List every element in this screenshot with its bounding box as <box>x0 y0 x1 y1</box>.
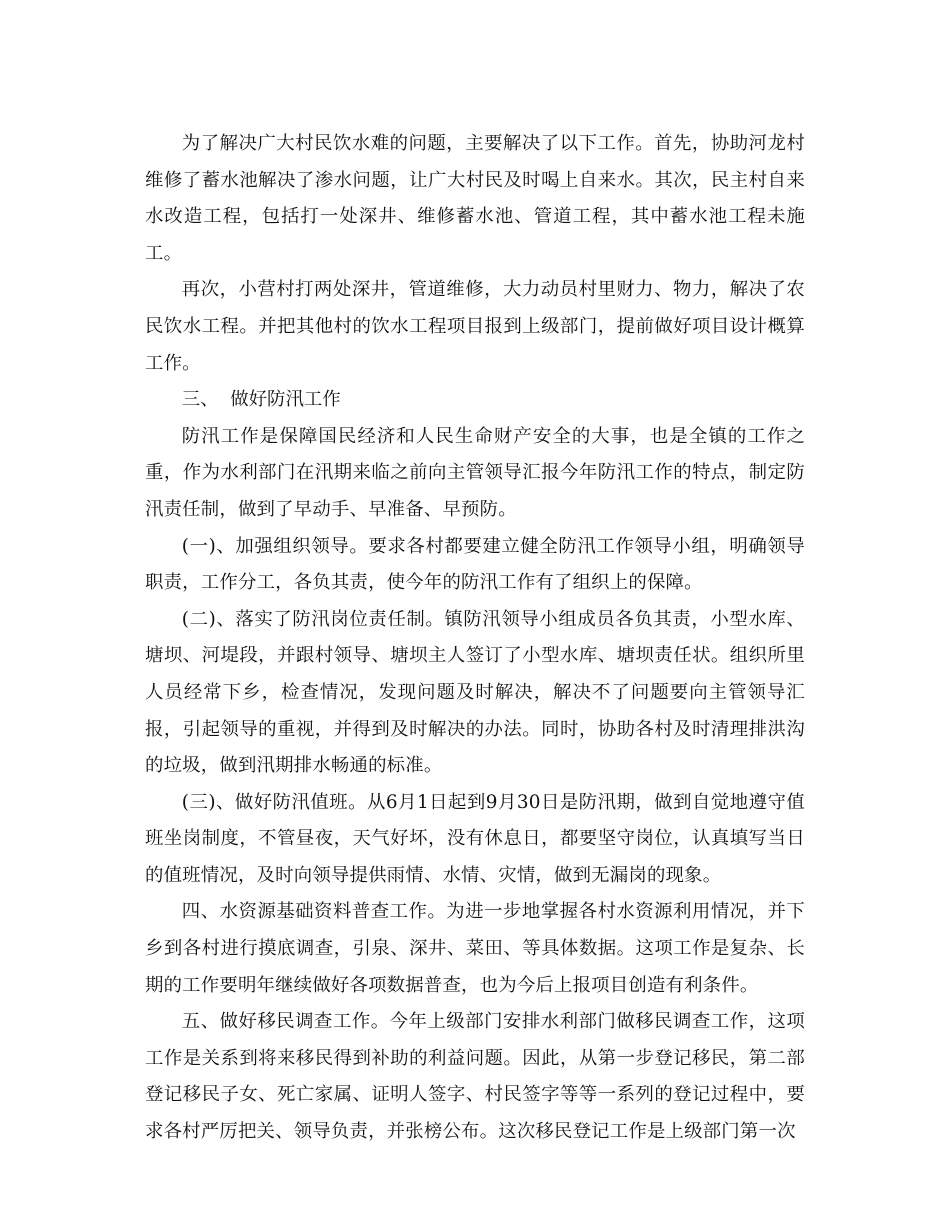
paragraph-responsibility-system: (二)、落实了防汛岗位责任制。镇防汛领导小组成员各负其责，小型水库、塘坝、河堤段，并跟村领导、塘坝主人签订了小型水库、塘坝责任状。组织所里人员经常下乡，检查情况，发现问题及时解决，解决不了问题要向主管领导汇报，引起领导的重视，并得到及时解决的办法。同时，协助各村及时清理排洪沟的垃圾，做到汛期排水畅通的标准。 <box>145 608 805 777</box>
paragraph-flood-duty: (三)、做好防汛值班。从6月1日起到9月30日是防汛期，做到自觉地遵守值班坐岗制度，不管昼夜，天气好坏，没有休息日，都要坚守岗位，认真填写当日的值班情况，及时向领导提供雨情、水情、灾情，做到无漏岗的现象。 <box>145 791 805 886</box>
paragraph-xiaoying-wells: 再次，小营村打两处深井，管道维修，大力动员村里财力、物力，解决了农民饮水工程。并把其他村的饮水工程项目报到上级部门，提前做好项目设计概算工作。 <box>145 279 805 374</box>
document-body <box>145 126 805 1151</box>
paragraph-organization-leadership: (一)、加强组织领导。要求各村都要建立健全防汛工作领导小组，明确领导职责，工作分工，各负其责，使今年的防汛工作有了组织上的保障。 <box>145 535 805 594</box>
section-heading-flood-control: 三、 做好防汛工作 <box>181 389 341 411</box>
paragraph-drinking-water: 为了解决广大村民饮水难的问题，主要解决了以下工作。首先，协助河龙村维修了蓄水池解决了渗水问题，让广大村民及时喝上自来水。其次，民主村自来水改造工程，包括打一处深井、维修蓄水池、管道工程，其中蓄水池工程未施工。 <box>145 133 805 264</box>
paragraph-flood-control-intro: 防汛工作是保障国民经济和人民生命财产安全的大事，也是全镇的工作之重，作为水利部门在汛期来临之前向主管领导汇报今年防汛工作的特点，制定防汛责任制，做到了早动手、早准备、早预防。 <box>145 425 805 520</box>
paragraph-water-resources-survey: 四、水资源基础资料普查工作。为进一步地掌握各村水资源利用情况，并下乡到各村进行摸底调查，引泉、深井、菜田、等具体数据。这项工作是复杂、长期的工作要明年继续做好各项数据普查，也为今后上报项目创造有利条件。 <box>145 901 805 996</box>
paragraph-resettlement-survey: 五、做好移民调查工作。今年上级部门安排水利部门做移民调查工作，这项工作是关系到将来移民得到补助的利益问题。因此，从第一步登记移民，第二部登记移民子女、死亡家属、证明人签字、村民签字等等一系列的登记过程中，要求各村严厉把关、领导负责，并张榜公布。这次移民登记工作是上级部门第一次 <box>145 1011 805 1143</box>
